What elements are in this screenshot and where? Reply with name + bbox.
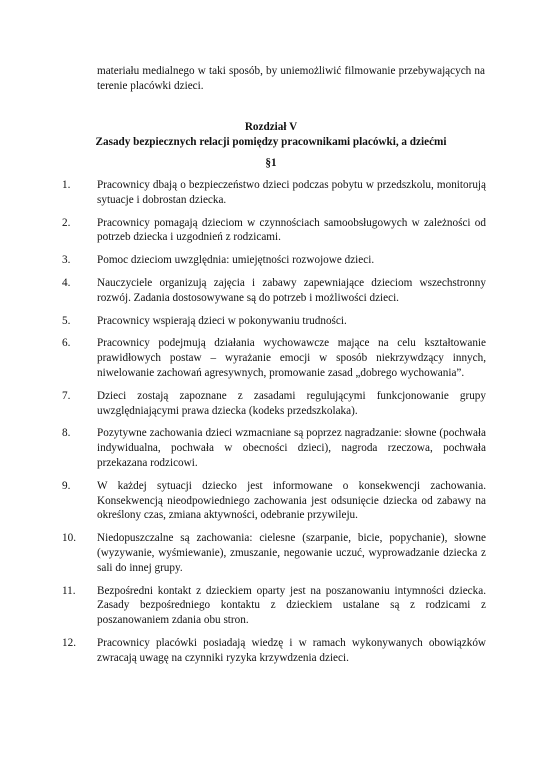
item-number: 2. — [62, 216, 71, 229]
list-item — [56, 584, 486, 628]
item-number: 8. — [62, 427, 71, 440]
item-text: Dzieci zostają zapoznane z zasadami regulującymi funkcjonowanie grupy uwzględniającymi prawa dziecka (kodeks przedszkolaka). — [97, 389, 486, 417]
chapter-heading: Rozdział V — [244, 121, 298, 133]
item-text: Bezpośredni kontakt z dzieckiem oparty jest na poszanowaniu intymności dziecka. Zasady bezpośredniego kontaktu z dzieckiem ustalane są z rodzicami z poszanowaniem zdania obu stron. — [97, 584, 486, 627]
list-item — [56, 636, 486, 666]
item-number: 9. — [62, 479, 71, 492]
intro-paragraph: materiału medialnego w taki sposób, by uniemożliwić filmowanie przebywających na terenie placówki dzieci. — [97, 65, 485, 92]
list-item — [56, 336, 486, 380]
item-number: 11. — [62, 584, 76, 597]
list-item — [56, 314, 486, 329]
item-number: 12. — [62, 636, 76, 649]
item-number: 10. — [62, 532, 76, 545]
list-item — [56, 253, 486, 268]
item-number: 6. — [62, 337, 71, 350]
chapter-title: Zasady bezpiecznych relacji pomiędzy pracownikami placówki, a dziećmi — [95, 136, 447, 148]
item-text: Nauczyciele organizują zajęcia i zabawy zapewniające dzieciom wszechstronny rozwój. Zadania dostosowywane są do potrzeb i możliwości dzieci. — [97, 276, 486, 304]
item-number: 3. — [62, 254, 71, 267]
list-item — [56, 426, 486, 470]
list-item — [56, 276, 486, 306]
rules-list — [56, 178, 486, 674]
item-text: Pracownicy placówki posiadają wiedzę i w ramach wykonywanych obowiązków zwracają uwagę na czynniki ryzyka krzywdzenia dzieci. — [97, 636, 486, 664]
section-mark: §1 — [265, 157, 277, 169]
item-text: Pozytywne zachowania dzieci wzmacniane są poprzez nagradzanie: słowne (pochwała indywidualna, pochwała w obecności dzieci), nagroda rzeczowa, pochwała przekazana rodzicowi. — [97, 427, 486, 469]
item-number: 5. — [62, 314, 71, 327]
list-item — [56, 178, 486, 208]
item-text: Pracownicy dbają o bezpieczeństwo dzieci podczas pobytu w przedszkolu, monitorują sytuacje i dobrostan dziecka. — [97, 179, 486, 206]
list-item — [56, 479, 486, 523]
item-text: Niedopuszczalne są zachowania: cielesne (szarpanie, bicie, popychanie), słowne (wyzywanie, wyśmiewanie), zmuszanie, negowanie uczuć, wyprowadzanie dziecka z sali do innej grupy. — [97, 532, 486, 574]
item-text: Pracownicy pomagają dzieciom w czynnościach samoobsługowych w zależności od potrzeb dziecka i uzgodnień z rodzicami. — [97, 216, 486, 244]
item-text: Pracownicy wspierają dzieci w pokonywaniu trudności. — [97, 314, 347, 327]
item-number: 7. — [62, 389, 71, 402]
list-item — [56, 531, 486, 575]
item-text: W każdej sytuacji dziecko jest informowane o konsekwencji zachowania. Konsekwencją nieodpowiedniego zachowania jest odsunięcie dziecka od zabawy na określony czas, zmiana aktywności, odebranie przywileju. — [97, 479, 486, 522]
item-text: Pomoc dzieciom uwzględnia: umiejętności rozwojowe dzieci. — [97, 254, 375, 267]
list-item — [56, 216, 486, 246]
list-item — [56, 389, 486, 419]
item-text: Pracownicy podejmują działania wychowawcze mające na celu kształtowanie prawidłowych postaw – wyrażanie emocji w sposób niekrzywdzący innych, niwelowanie zachowań agresywnych, promowanie zasad „dobrego wychowania”. — [97, 337, 486, 379]
item-number: 1. — [62, 179, 71, 191]
item-number: 4. — [62, 276, 71, 289]
